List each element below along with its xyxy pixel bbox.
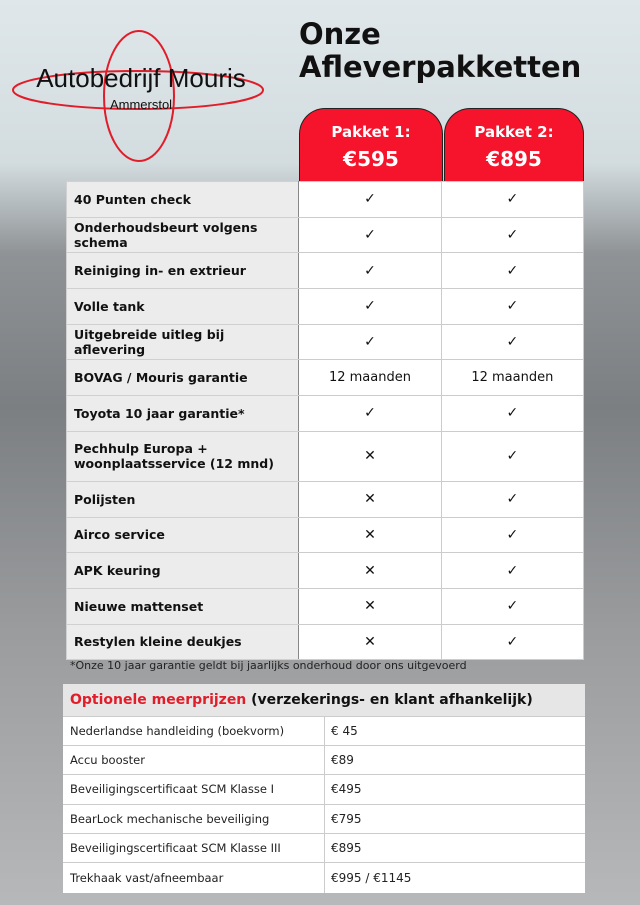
option-price: €89 <box>331 753 354 768</box>
table-row <box>67 253 584 289</box>
feature-label: Onderhoudsbeurt volgens schema <box>67 217 299 253</box>
feature-label: Toyota 10 jaar garantie* <box>67 396 299 432</box>
option-price: €795 <box>331 811 362 826</box>
page-title <box>299 18 581 84</box>
cross-icon: ✕ <box>299 481 441 517</box>
option-row <box>63 745 585 774</box>
feature-value: 12 maanden <box>441 360 583 396</box>
table-row <box>67 182 584 218</box>
check-icon: ✓ <box>441 324 583 360</box>
cross-icon: ✕ <box>299 588 441 624</box>
table-row <box>67 588 584 624</box>
check-icon: ✓ <box>441 481 583 517</box>
table-row <box>67 553 584 589</box>
table-row <box>67 624 584 660</box>
option-label: BearLock mechanische beveiliging <box>63 805 325 833</box>
feature-label: BOVAG / Mouris garantie <box>67 360 299 396</box>
title-line-2: Afleverpakketten <box>299 50 582 84</box>
feature-label: APK keuring <box>67 553 299 589</box>
check-icon: ✓ <box>441 182 583 218</box>
package-price: €895 <box>486 147 542 171</box>
table-row <box>67 517 584 553</box>
feature-label: Reiniging in- en extrieur <box>67 253 299 289</box>
check-icon: ✓ <box>441 624 583 660</box>
option-row <box>63 862 585 893</box>
cross-icon: ✕ <box>299 517 441 553</box>
check-icon: ✓ <box>441 588 583 624</box>
options-header <box>63 684 585 716</box>
option-label: Beveiligingscertificaat SCM Klasse III <box>63 834 325 862</box>
cross-icon: ✕ <box>299 553 441 589</box>
options-title: Optionele meerprijzen <box>70 692 247 708</box>
option-row <box>63 774 585 803</box>
table-row <box>67 324 584 360</box>
table-row <box>67 481 584 517</box>
option-price: €995 / €1145 <box>331 870 412 885</box>
option-price: € 45 <box>331 724 358 739</box>
package-name: Pakket 2: <box>474 123 554 141</box>
option-label: Beveiligingscertificaat SCM Klasse I <box>63 775 325 803</box>
check-icon: ✓ <box>441 396 583 432</box>
feature-label: Restylen kleine deukjes <box>67 624 299 660</box>
feature-label: Uitgebreide uitleg bij aflevering <box>67 324 299 360</box>
check-icon: ✓ <box>299 217 441 253</box>
package-name: Pakket 1: <box>331 123 411 141</box>
options-table <box>63 684 585 893</box>
comparison-table <box>66 181 584 660</box>
table-row <box>67 360 584 396</box>
table-row <box>67 431 584 481</box>
cross-icon: ✕ <box>299 431 441 481</box>
check-icon: ✓ <box>441 217 583 253</box>
check-icon: ✓ <box>441 553 583 589</box>
title-line-1: Onze <box>299 17 381 51</box>
feature-value: 12 maanden <box>299 360 441 396</box>
cross-icon: ✕ <box>299 624 441 660</box>
check-icon: ✓ <box>299 289 441 325</box>
package-2-header <box>444 108 584 182</box>
option-label: Nederlandse handleiding (boekvorm) <box>63 717 325 745</box>
table-row <box>67 217 584 253</box>
check-icon: ✓ <box>441 517 583 553</box>
check-icon: ✓ <box>441 253 583 289</box>
feature-label: Airco service <box>67 517 299 553</box>
package-1-header <box>299 108 443 182</box>
logo <box>8 28 273 164</box>
check-icon: ✓ <box>441 431 583 481</box>
check-icon: ✓ <box>299 396 441 432</box>
feature-label: Volle tank <box>67 289 299 325</box>
option-row <box>63 833 585 862</box>
feature-label: Polijsten <box>67 481 299 517</box>
package-price: €595 <box>343 147 399 171</box>
feature-label: Pechhulp Europa + woonplaatsservice (12 mnd) <box>67 431 299 481</box>
table-row <box>67 396 584 432</box>
logo-place: Ammerstol <box>109 97 173 112</box>
option-label: Trekhaak vast/afneembaar <box>63 863 325 893</box>
footnote: *Onze 10 jaar garantie geldt bij jaarlijks onderhoud door ons uitgevoerd <box>70 659 467 672</box>
table-row <box>67 289 584 325</box>
check-icon: ✓ <box>441 289 583 325</box>
option-row <box>63 804 585 833</box>
option-price: €495 <box>331 782 362 797</box>
check-icon: ✓ <box>299 253 441 289</box>
check-icon: ✓ <box>299 324 441 360</box>
option-label: Accu booster <box>63 746 325 774</box>
feature-label: 40 Punten check <box>67 182 299 218</box>
check-icon: ✓ <box>299 182 441 218</box>
feature-label: Nieuwe mattenset <box>67 588 299 624</box>
option-price: €895 <box>331 840 362 855</box>
options-subtitle: (verzekerings- en klant afhankelijk) <box>246 692 533 708</box>
logo-name: Autobedrijf Mouris <box>36 63 246 93</box>
option-row <box>63 716 585 745</box>
